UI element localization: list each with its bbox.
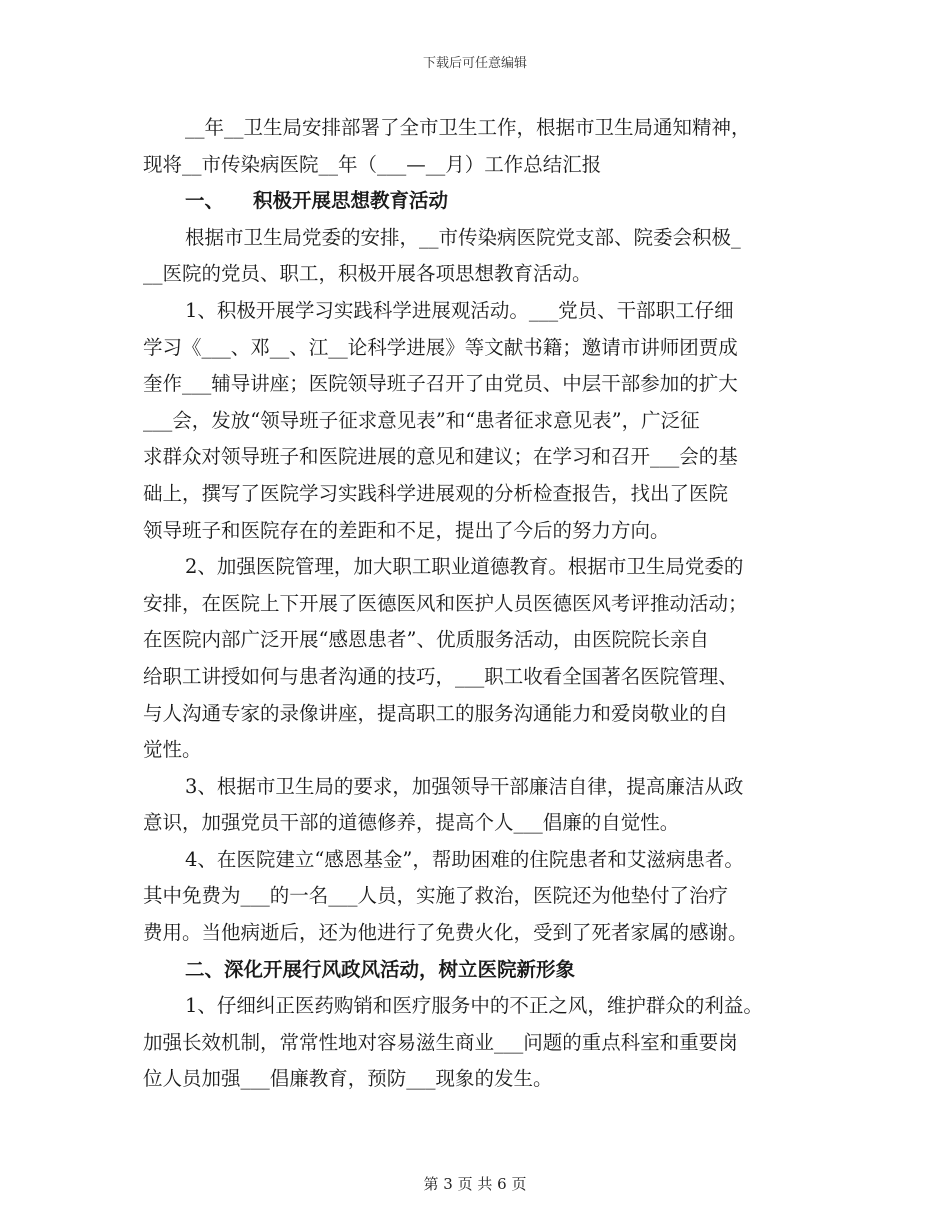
text-line: 给职工讲授如何与患者沟通的技巧，___职工收看全国著名医院管理、 (143, 664, 738, 688)
text-line: 与人沟通专家的录像讲座，提高职工的服务沟通能力和爱岗敬业的自 (143, 701, 729, 725)
text-line: 其中免费为___的一名___人员，实施了救治，医院还为他垫付了治疗 (143, 884, 729, 908)
section-heading: 二、深化开展行风政风活动，树立医院新形象 (185, 957, 576, 981)
text-line: 意识，加强党员干部的道德修养，提高个人___倡廉的自觉性。 (143, 811, 680, 835)
text-line: 现将__市传染病医院__年（___—__月）工作总结汇报 (143, 152, 602, 176)
paragraph (143, 842, 815, 952)
text-line: 4、在医院建立“感恩基金”，帮助困难的住院患者和艾滋病患者。 (185, 847, 744, 871)
text-line: 1、积极开展学习实践科学进展观活动。___党员、干部职工仔细 (185, 298, 734, 322)
text-line: ___会，发放“领导班子征求意见表”和“患者征求意见表”，广泛征 (143, 408, 700, 432)
text-line: 2、加强医院管理，加大职工职业道德教育。根据市卫生局党委的 (185, 555, 744, 579)
text-line: 3、根据市卫生局的要求，加强领导干部廉洁自律，提高廉洁从政 (185, 774, 744, 798)
paragraph (143, 988, 815, 1098)
paragraph (143, 293, 815, 549)
text-line: 求群众对领导班子和医院进展的意见和建议；在学习和召开___会的基 (143, 445, 738, 469)
paragraph (143, 220, 815, 293)
text-line: 安排，在医院上下开展了医德医风和医护人员医德医风考评推动活动； (143, 591, 748, 615)
text-line: 学习《___、邓__、江__论科学进展》等文献书籍；邀请市讲师团贾成 (143, 335, 738, 359)
text-line: 觉性。 (143, 738, 202, 762)
text-line: 领导班子和医院存在的差距和不足，提出了今后的努力方向。 (143, 518, 670, 542)
text-line: 奎作___辅导讲座；医院领导班子召开了由党员、中层干部参加的扩大 (143, 372, 738, 396)
document-body (143, 110, 815, 1098)
text-line: __年__卫生局安排部署了全市卫生工作，根据市卫生局通知精神， (185, 116, 751, 139)
text-line: 在医院内部广泛开展“感恩患者”、优质服务活动，由医院院长亲自 (143, 628, 709, 652)
paragraph (143, 110, 815, 183)
page-header-note: 下载后可任意编辑 (422, 56, 527, 71)
text-line: 1、仔细纠正医药购销和医疗服务中的不正之风，维护群众的利益。 (185, 994, 763, 1018)
paragraph (143, 549, 815, 769)
text-line: 位人员加强___倡廉教育，预防___现象的发生。 (143, 1067, 553, 1091)
text-line: 根据市卫生局党委的安排，__市传染病医院党支部、院委会积极_ (185, 225, 741, 249)
paragraph (143, 769, 815, 842)
text-line: __医院的党员、职工，积极开展各项思想教育活动。 (143, 262, 592, 286)
section-title: 积极开展思想教育活动 (253, 189, 449, 213)
section-heading (143, 183, 815, 220)
text-line: 费用。当他病逝后，还为他进行了免费火化，受到了死者家属的感谢。 (143, 921, 748, 945)
text-line: 础上，撰写了医院学习实践科学进展观的分析检查报告，找出了医院 (143, 481, 729, 505)
section-number: 一、 (185, 189, 225, 213)
page-footer-number: 第 3 页 共 6 页 (423, 1175, 527, 1193)
text-line: 加强长效机制，常常性地对容易滋生商业___问题的重点科室和重要岗 (143, 1030, 738, 1054)
